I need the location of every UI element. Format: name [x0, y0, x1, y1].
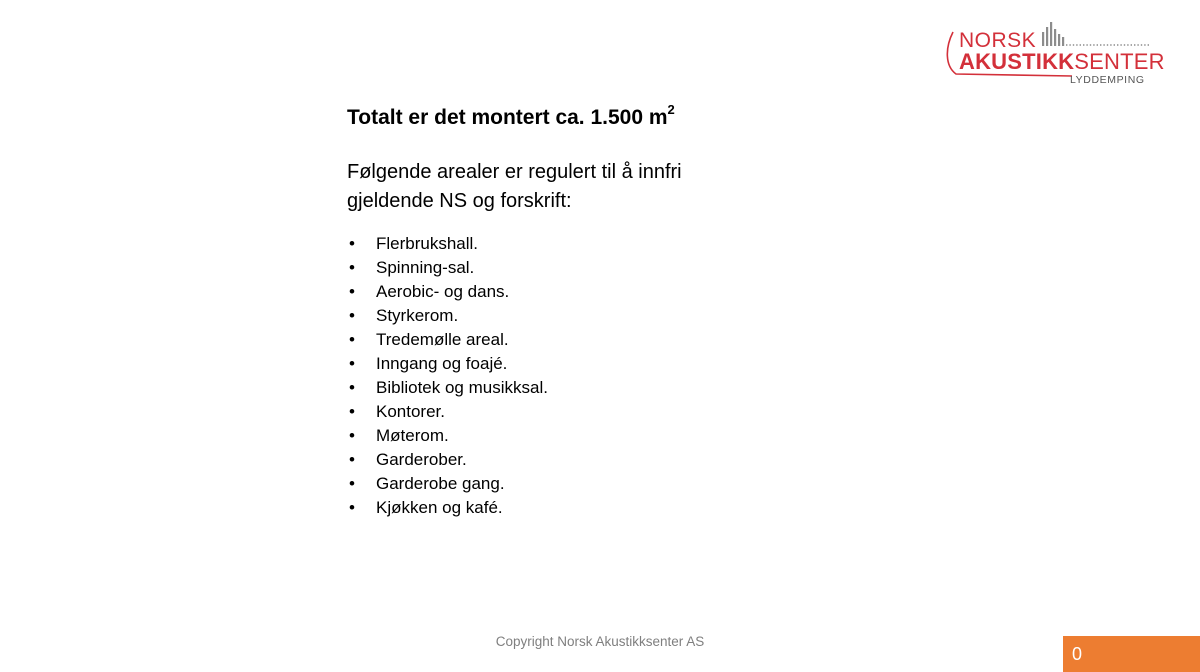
headline-text: Totalt er det montert ca. 1.500 m — [347, 106, 668, 129]
list-item — [347, 448, 767, 472]
list-item-text: Tredemølle areal. — [376, 330, 509, 349]
list-item-text: Garderobe gang. — [376, 474, 505, 493]
bullet: • — [349, 402, 355, 421]
list-item-text: Garderober. — [376, 450, 467, 469]
logo-senter: SENTER — [1074, 49, 1165, 74]
list-item-text: Kontorer. — [376, 402, 445, 421]
list-item-text: Inngang og foajé. — [376, 354, 508, 373]
bullet: • — [349, 378, 355, 397]
list-item — [347, 400, 767, 424]
list-item — [347, 256, 767, 280]
list-item — [347, 280, 767, 304]
list-item — [347, 232, 767, 256]
page-number: 0 — [1072, 644, 1083, 664]
company-logo — [944, 18, 1165, 90]
list-item — [347, 328, 767, 352]
logo-norsk-text: NORSK — [959, 29, 1037, 52]
list-item — [347, 472, 767, 496]
bullet: • — [349, 234, 355, 253]
list-item-text: Bibliotek og musikksal. — [376, 378, 548, 397]
logo-akustikk-bold: AKUSTIKK — [959, 49, 1075, 74]
bullet: • — [349, 330, 355, 349]
headline-superscript: 2 — [667, 102, 675, 117]
bullet: • — [349, 474, 355, 493]
bullet: • — [349, 306, 355, 325]
slide-headline — [347, 100, 767, 136]
logo-tagline: LYDDEMPING — [1070, 74, 1145, 86]
list-item — [347, 352, 767, 376]
page-number-box — [1063, 636, 1200, 672]
list-item-text: Aerobic- og dans. — [376, 282, 510, 301]
bullet: • — [349, 426, 355, 445]
list-item-text: Kjøkken og kafé. — [376, 498, 503, 517]
list-item-text: Flerbrukshall. — [376, 234, 479, 253]
list-item-text: Spinning-sal. — [376, 258, 475, 277]
logo-akustikksenter-text — [959, 51, 1165, 73]
list-item — [347, 424, 767, 448]
list-item — [347, 304, 767, 328]
slide-content — [347, 100, 767, 520]
slide-intro: Følgende arealer er regulert til å innfri gjeldende NS og forskrift: — [347, 161, 682, 212]
list-item — [347, 496, 767, 520]
copyright-notice: Copyright Norsk Akustikksenter AS — [495, 634, 705, 649]
bullet: • — [349, 258, 355, 277]
area-list — [347, 232, 767, 520]
list-item-text: Styrkerom. — [376, 306, 459, 325]
bullet: • — [349, 354, 355, 373]
bullet: • — [349, 282, 355, 301]
bullet: • — [349, 498, 355, 517]
list-item — [347, 376, 767, 400]
list-item-text: Møterom. — [376, 426, 449, 445]
bullet: • — [349, 450, 355, 469]
